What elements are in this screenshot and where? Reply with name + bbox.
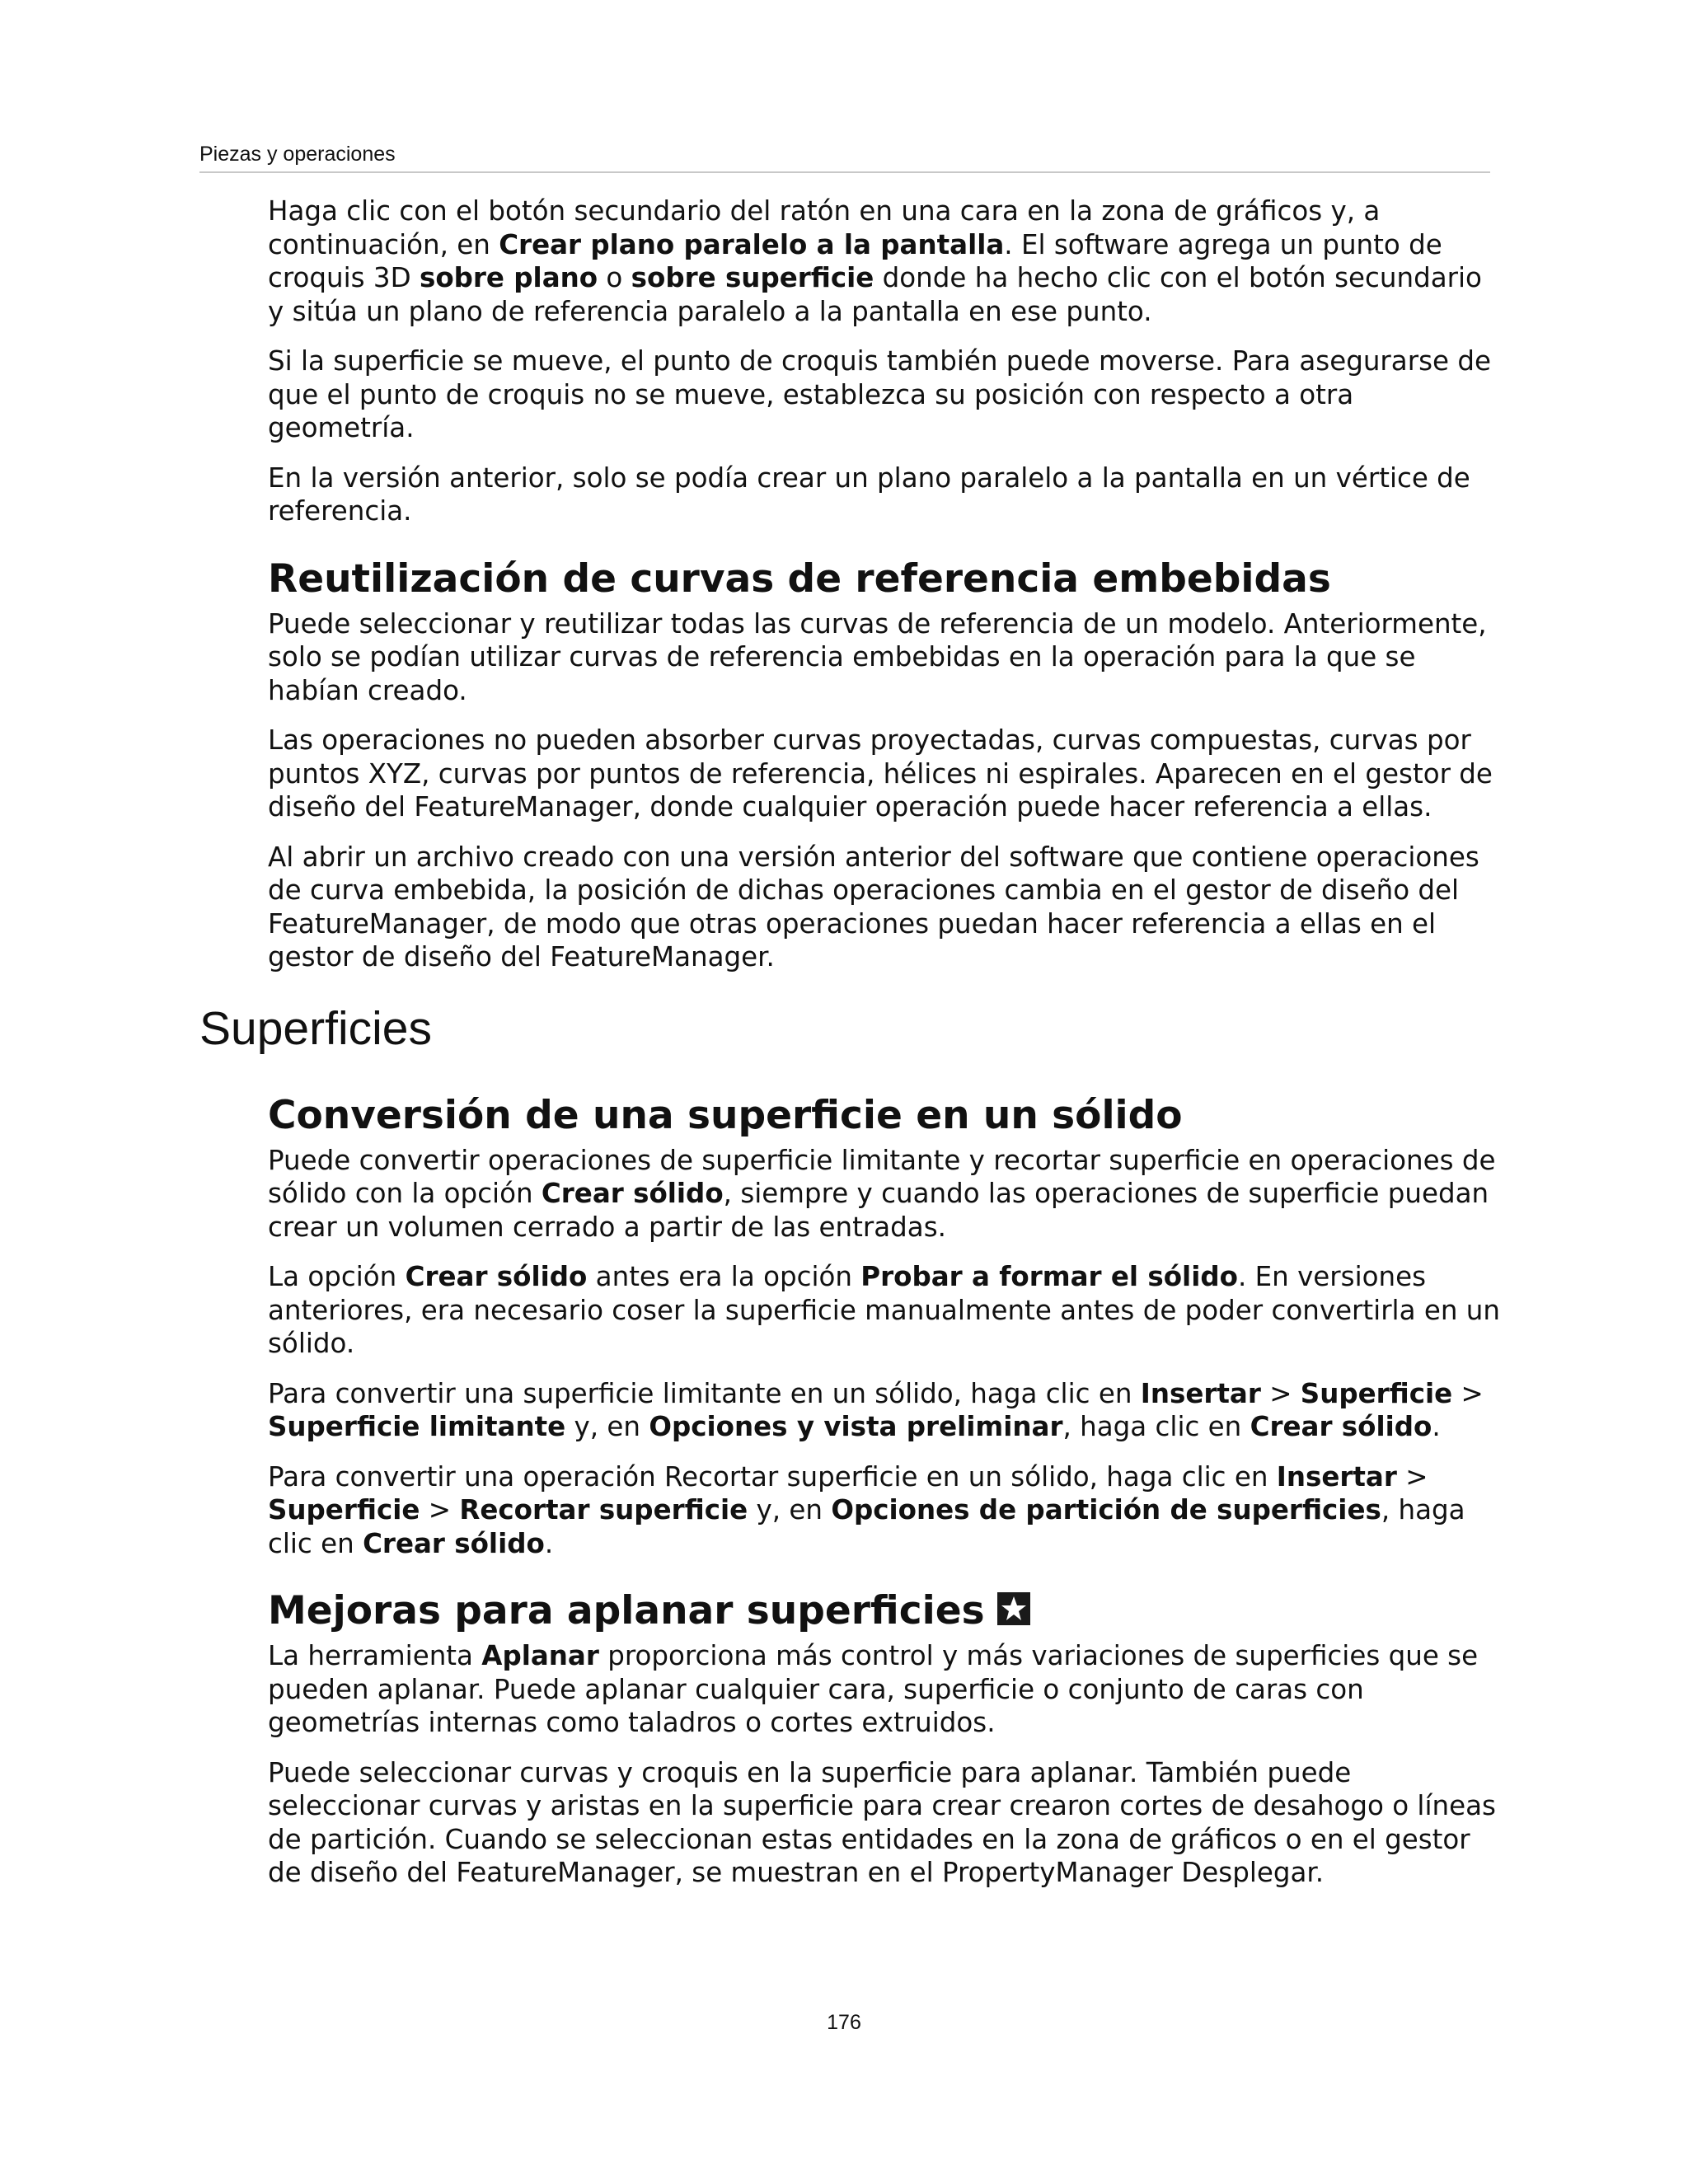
intro-section [268,194,1504,974]
page-number: 176 [827,2011,861,2034]
text-span: Puede convertir operaciones de superficie limitante y recortar superficie en operaciones de sólido con la opción [268,1144,1496,1209]
bold-term: sobre plano [419,262,598,293]
intro-paragraph-3: En la versión anterior, solo se podía crear un plano paralelo a la pantalla en un vértice de referencia. [268,462,1470,527]
bold-term: Probar a formar el sólido [860,1261,1238,1292]
bold-term: Crear sólido [541,1178,724,1209]
bold-term: Insertar [1276,1460,1397,1493]
convert-paragraph-4 [268,1460,1504,1561]
text-span: donde ha hecho clic con el botón secundario y sitúa un plano de referencia paralelo a la pantalla en ese punto. [268,262,1482,327]
intro-paragraph-2: Si la superficie se mueve, el punto de croquis también puede moverse. Para asegurarse de que el punto de croquis no se mueve, establezca su posición con respecto a otra geometría. [268,345,1491,443]
flatten-paragraph-2: Puede seleccionar curvas y croquis en la superficie para aplanar. También puede seleccionar curvas y aristas en la superficie para crear crearon cortes de desahogo o líneas de partición. Cuando se seleccionan estas entidades en la zona de gráficos o en el gestor de diseño del FeatureManager, se muestran en el PropertyManager Desplegar. [268,1756,1496,1888]
bold-term: Aplanar [481,1640,599,1671]
reuse-paragraph-1: Puede seleccionar y reutilizar todas las curvas de referencia de un modelo. Anteriormente, solo se podían utilizar curvas de referencia embebidas en la operación para la que se habían creado. [268,607,1487,706]
text-span: antes era la opción [587,1261,861,1292]
bold-term: Superficie [268,1494,420,1526]
flatten-heading [268,1588,1504,1634]
bold-term: Superficie [1300,1377,1453,1409]
reuse-paragraph-2: Las operaciones no pueden absorber curvas proyectadas, curvas compuestas, curvas por puntos XYZ, curvas por puntos de referencia, hélices ni espirales. Aparecen en el gestor de diseño del FeatureManager, donde cualquier operación puede hacer referencia a ellas. [268,724,1493,823]
text-span: , siempre y cuando las operaciones de superficie puedan crear un volumen cerrado a partir de las entradas. [268,1178,1489,1243]
convert-paragraph-2 [268,1260,1504,1361]
text-span: > [1452,1377,1484,1409]
running-header: Piezas y operaciones [199,138,1490,173]
heading-text: Mejoras para aplanar superficies [268,1588,985,1633]
bold-term: Opciones y vista preliminar [649,1411,1063,1442]
bold-term: Crear sólido [405,1261,588,1292]
text-span: Para convertir una operación Recortar superficie en un sólido, haga clic en [268,1460,1277,1493]
bold-term: Opciones de partición de superficies [831,1494,1381,1526]
text-span: . [544,1527,554,1559]
text-span: , haga clic en [268,1494,1465,1559]
convert-heading [268,1093,1504,1139]
page-content [0,194,1688,1906]
reuse-paragraph-3: Al abrir un archivo creado con una versión anterior del software que contiene operaciones de curva embebida, la posición de dichas operaciones cambia en el gestor de diseño del FeatureManager, de modo que otras operaciones puedan hacer referencia a ellas en el gestor de diseño del FeatureManager. [268,841,1479,972]
text-span: > [420,1494,460,1526]
text-span: . El software agrega un punto de croquis 3D [268,228,1442,293]
text-span: , haga clic en [1062,1411,1250,1442]
text-span: proporciona más control y más variaciones de superficies que se pueden aplanar. Puede aplanar cualquier cara, superficie o conjunto de caras con geometrías internas como taladros o cortes extruidos. [268,1640,1479,1738]
text-span: y, en [565,1411,649,1442]
heading-text: Conversión de una superficie en un sólido [268,1092,1183,1138]
bold-term: Crear sólido [1250,1411,1432,1442]
bold-term: sobre superficie [631,262,874,293]
reuse-heading [268,556,1504,602]
text-span: . En versiones anteriores, era necesario coser la superficie manualmente antes de poder convertirla en un sólido. [268,1261,1500,1359]
bold-term: Insertar [1140,1377,1261,1409]
convert-paragraph-3 [268,1377,1504,1444]
flatten-paragraph-1 [268,1639,1504,1740]
bold-term: Crear plano paralelo a la pantalla [499,228,1005,260]
text-span: La herramienta [268,1640,482,1671]
star-icon [996,1591,1031,1625]
text-span: Para convertir una superficie limitante en un sólido, haga clic en [268,1377,1141,1409]
text-span: > [1260,1377,1301,1409]
text-span: Haga clic con el botón secundario del ratón en una cara en la zona de gráficos y, a continuación, en [268,195,1381,260]
bold-term: Superficie limitante [268,1411,566,1442]
surfaces-section [268,1093,1504,1890]
intro-paragraph-1 [268,194,1504,328]
section-title: Superficies [199,1001,432,1055]
text-span: o [598,262,631,293]
text-span: La opción [268,1261,406,1292]
text-span: y, en [748,1494,832,1526]
convert-paragraph-1 [268,1144,1504,1244]
bold-term: Crear sólido [363,1527,545,1559]
bold-term: Recortar superficie [459,1494,748,1526]
text-span: > [1396,1460,1428,1493]
text-span: . [1432,1411,1441,1442]
heading-text: Reutilización de curvas de referencia embebidas [268,555,1331,602]
